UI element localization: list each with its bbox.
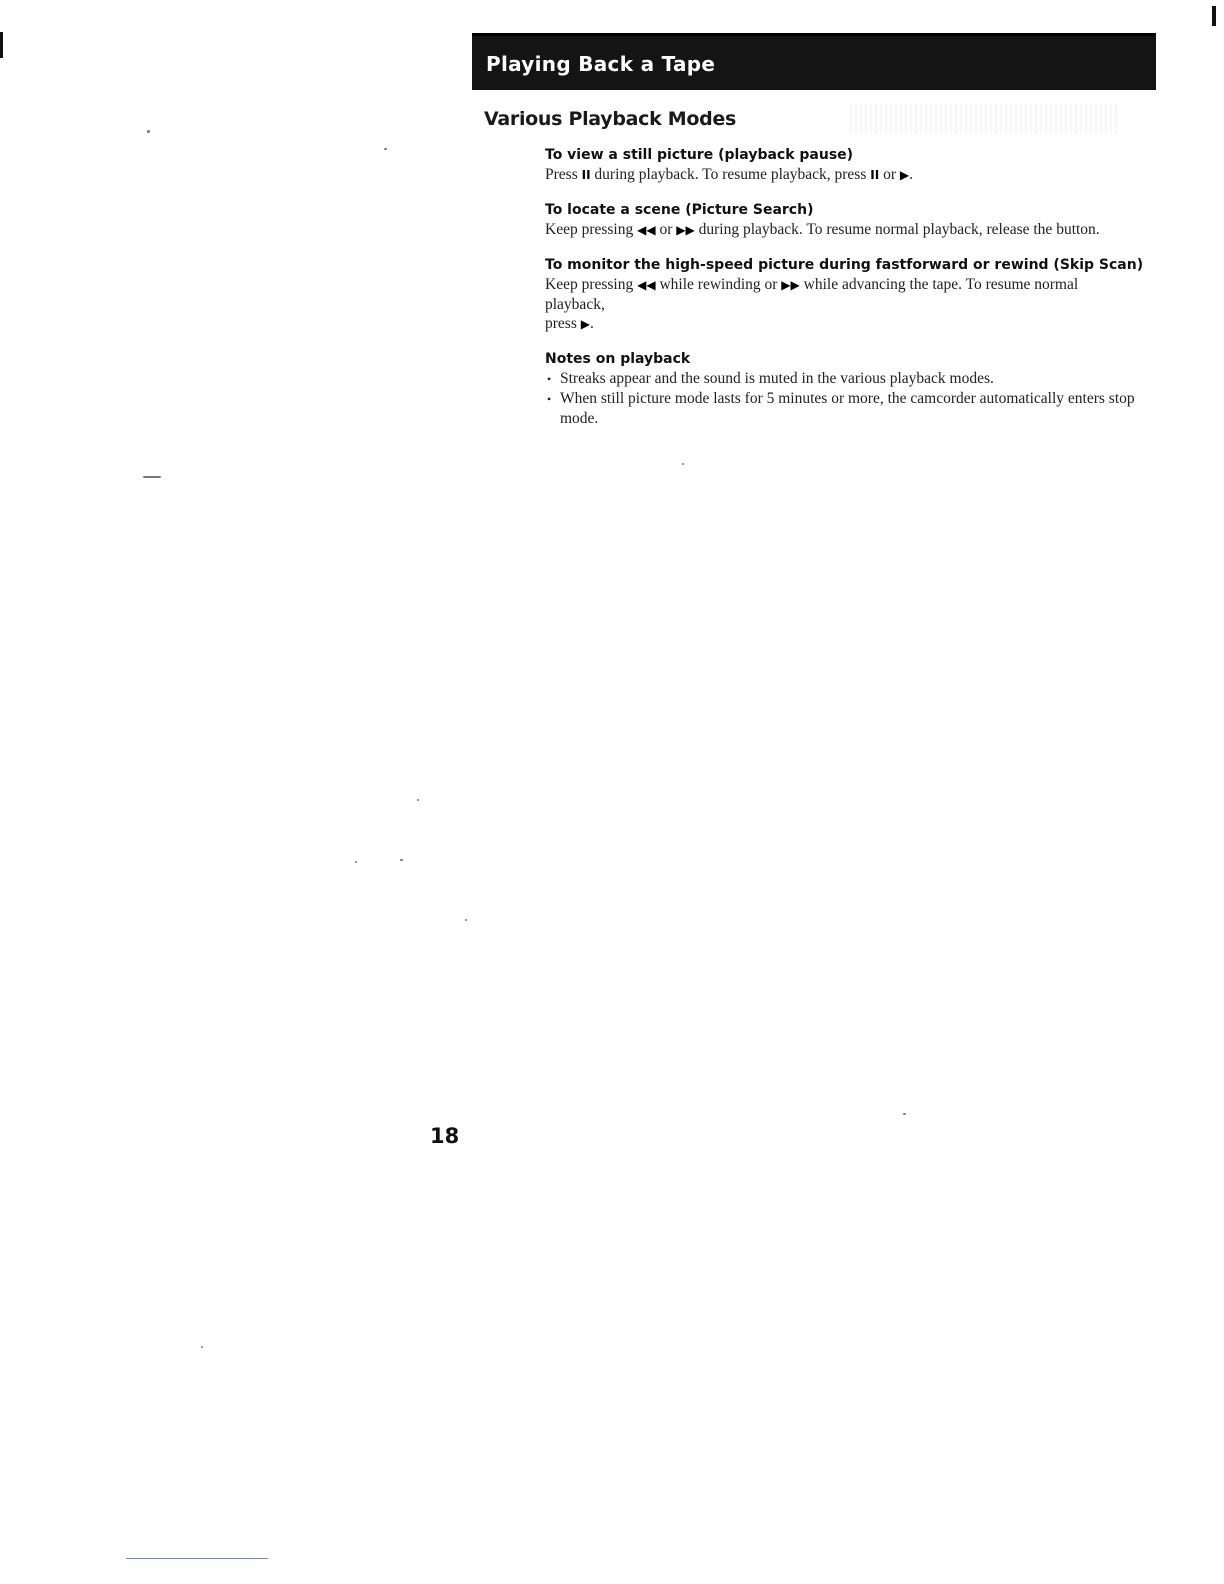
notes-block: [545, 350, 1135, 429]
block-body: [545, 165, 1135, 185]
section-title: Various Playback Modes: [484, 108, 737, 130]
pause-icon: II: [581, 168, 591, 182]
left-edge-mark: [0, 32, 3, 58]
text-run: press: [545, 315, 581, 332]
bottom-rule: [126, 1558, 268, 1559]
text-run: Keep pressing: [545, 221, 638, 238]
instruction-block-still-picture: [545, 146, 1135, 185]
header-title: Playing Back a Tape: [486, 52, 716, 76]
scan-speck: [355, 861, 357, 863]
scan-speck: [465, 919, 467, 921]
bullet-icon: •: [547, 372, 552, 386]
note-text: When still picture mode lasts for 5 minutes or more, the camcorder automatically enters stop mode.: [560, 390, 1135, 427]
page-number: 18: [430, 1124, 460, 1148]
fast-forward-icon: ▶▶: [676, 223, 695, 237]
text-run: .: [909, 166, 913, 183]
instruction-block-picture-search: [545, 201, 1135, 240]
rewind-icon: ◀◀: [637, 278, 656, 292]
block-heading: To view a still picture (playback pause): [545, 147, 854, 163]
text-run: .: [589, 315, 594, 332]
scan-speck: [400, 859, 403, 861]
scan-speck: [147, 130, 150, 133]
block-body: [545, 220, 1135, 240]
text-run: or: [655, 221, 677, 238]
notes-list: [545, 369, 1135, 429]
scan-speck: [903, 1113, 906, 1115]
play-icon: ▶: [580, 317, 590, 331]
text-run: while advancing the tape. To resume normal playback,: [545, 276, 1079, 313]
scan-speck: [143, 476, 161, 478]
notes-heading: Notes on playback: [545, 351, 691, 367]
header-bar: [472, 33, 1156, 90]
scan-grain: [850, 104, 1120, 134]
content-area: [545, 146, 1144, 445]
right-edge-mark: [1212, 6, 1216, 26]
scan-speck: [682, 463, 684, 465]
play-icon: ▶: [899, 168, 910, 182]
text-run: during playback. To resume playback, press: [590, 166, 871, 183]
bullet-icon: •: [547, 392, 552, 406]
list-item: [545, 389, 1135, 429]
list-item: [545, 369, 1135, 389]
note-text: Streaks appear and the sound is muted in the various playback modes.: [560, 370, 994, 387]
text-run: or: [879, 166, 900, 183]
scan-speck: [201, 1346, 203, 1348]
text-run: during playback. To resume normal playback, release the button.: [694, 221, 1100, 238]
scan-speck: [417, 799, 419, 801]
text-run: while rewinding or: [655, 276, 782, 293]
text-run: Press: [545, 166, 582, 183]
rewind-icon: ◀◀: [637, 223, 656, 237]
block-heading: To locate a scene (Picture Search): [545, 202, 814, 218]
instruction-block-skip-scan: [545, 256, 1144, 334]
fast-forward-icon: ▶▶: [781, 278, 800, 292]
scan-speck: [384, 148, 387, 150]
pause-icon: II: [870, 168, 880, 182]
block-body: [545, 275, 1135, 334]
text-run: Keep pressing: [545, 276, 638, 293]
block-heading: To monitor the high-speed picture during fastforward or rewind (Skip Scan): [545, 257, 1144, 273]
